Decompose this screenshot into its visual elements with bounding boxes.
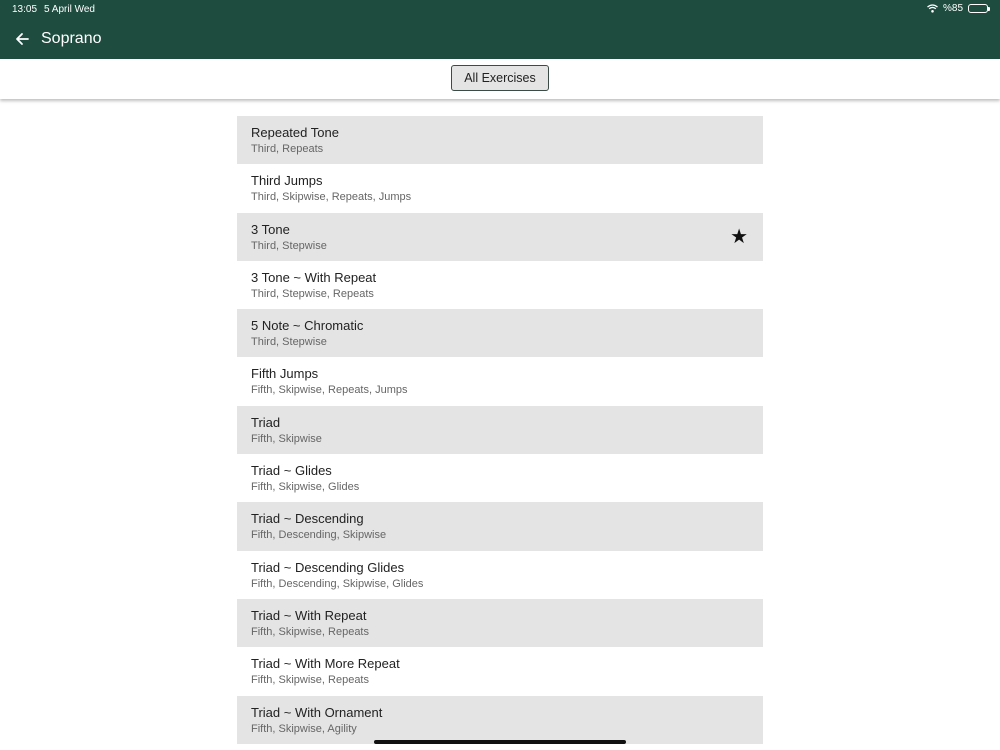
exercise-row[interactable] <box>237 696 763 744</box>
exercise-name: 5 Note ~ Chromatic <box>251 318 364 334</box>
exercise-tags: Third, Skipwise, Repeats, Jumps <box>251 191 412 204</box>
arrow-left-icon <box>15 32 29 46</box>
exercise-name: Third Jumps <box>251 173 323 189</box>
exercise-tags: Fifth, Skipwise, Repeats, Jumps <box>251 384 408 397</box>
exercise-row[interactable] <box>237 551 763 599</box>
exercise-tags: Fifth, Skipwise, Repeats <box>251 625 369 638</box>
app-bar <box>0 0 1000 59</box>
exercise-tags: Third, Stepwise <box>251 336 327 349</box>
exercise-tags: Third, Repeats <box>251 143 324 155</box>
exercise-name: 3 Tone <box>251 221 290 237</box>
exercise-tags: Third, Stepwise, Repeats <box>251 287 374 300</box>
exercise-tags: Fifth, Descending, Skipwise <box>251 529 387 542</box>
wifi-icon <box>927 4 938 13</box>
exercise-row[interactable] <box>237 502 763 550</box>
exercise-name: Triad ~ Descending <box>251 511 364 527</box>
exercise-list <box>237 116 763 744</box>
status-date: 5 April Wed <box>44 4 95 15</box>
exercise-row[interactable] <box>237 213 763 261</box>
exercise-name: Triad <box>251 414 281 430</box>
battery-percent: %85 <box>942 3 963 14</box>
home-indicator <box>374 740 626 744</box>
status-right <box>927 3 988 14</box>
exercise-name: Triad ~ With Ornament <box>251 704 383 720</box>
exercise-row[interactable] <box>237 454 763 502</box>
exercise-name: Triad ~ Descending Glides <box>251 559 405 575</box>
exercise-row[interactable] <box>237 261 763 309</box>
status-bar <box>0 0 1000 18</box>
exercise-row[interactable] <box>237 116 763 164</box>
exercise-tags: Fifth, Skipwise, Repeats <box>251 674 369 687</box>
exercise-name: Fifth Jumps <box>251 366 319 382</box>
status-time: 13:05 <box>12 4 38 15</box>
exercise-row[interactable] <box>237 357 763 405</box>
battery-icon <box>968 4 988 13</box>
exercise-tags: Fifth, Skipwise, Agility <box>251 722 357 735</box>
nav-row <box>0 26 102 52</box>
exercise-row[interactable] <box>237 647 763 695</box>
exercise-row[interactable] <box>237 406 763 454</box>
exercise-row[interactable] <box>237 599 763 647</box>
exercise-name: Triad ~ With Repeat <box>251 607 367 623</box>
exercise-tags: Third, Stepwise <box>251 239 327 252</box>
star-icon[interactable]: ★ <box>730 225 748 248</box>
back-button[interactable] <box>11 28 33 50</box>
exercise-tags: Fifth, Descending, Skipwise, Glides <box>251 577 424 590</box>
exercise-name: Triad ~ Glides <box>251 463 332 479</box>
exercise-name: Triad ~ With More Repeat <box>251 656 400 672</box>
exercise-row[interactable] <box>237 309 763 357</box>
exercise-name: 3 Tone ~ With Repeat <box>251 269 377 285</box>
exercise-row[interactable] <box>237 164 763 212</box>
exercise-name: Repeated Tone <box>251 125 339 140</box>
page-title: Soprano <box>41 30 102 47</box>
all-exercises-button[interactable]: All Exercises <box>451 65 549 91</box>
filter-bar <box>0 59 1000 99</box>
exercise-tags: Fifth, Skipwise <box>251 432 322 445</box>
exercise-tags: Fifth, Skipwise, Glides <box>251 481 360 494</box>
